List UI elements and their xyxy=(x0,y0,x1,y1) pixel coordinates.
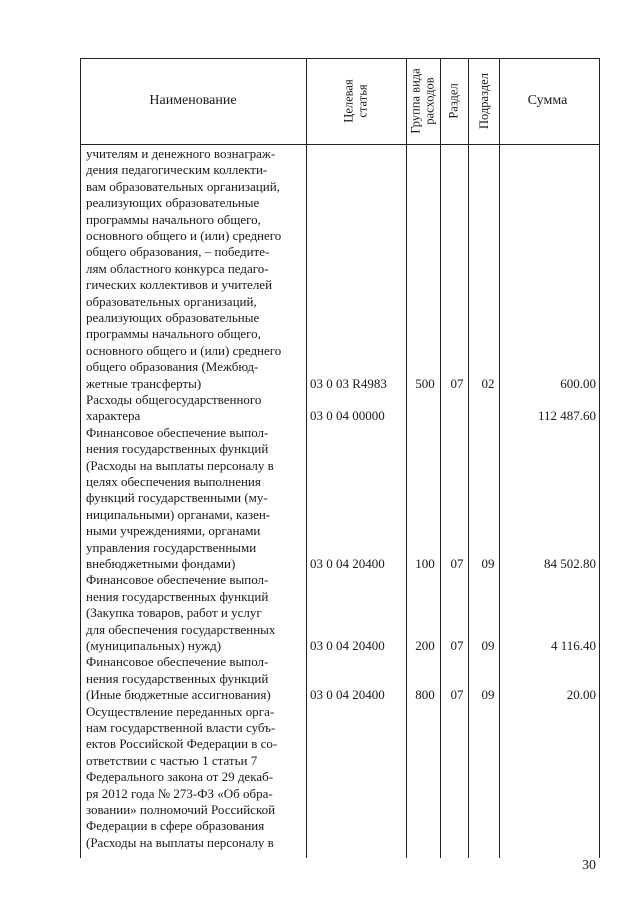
row-code: 03 0 04 20400 xyxy=(310,687,385,703)
col-divider-subsection xyxy=(468,58,469,858)
col-divider-group xyxy=(406,58,407,858)
row-code: 03 0 04 20400 xyxy=(310,637,385,653)
row-group: 800 xyxy=(415,687,435,703)
table-right-border xyxy=(599,58,600,858)
row-group: 500 xyxy=(415,375,435,391)
row-subsection: 02 xyxy=(481,375,495,391)
page-number: 30 xyxy=(582,858,596,873)
header-target xyxy=(306,58,406,144)
row-name: Финансовое обеспечение выпол- нения государственных функций (Расходы на выплаты персоналу в целях обеспечения выполнения функций государственными (му- ниципальными) органами, казен- ными учреждениями, органами управления государственными внебюджетными фондами) xyxy=(86,424,274,572)
header-section xyxy=(440,58,468,144)
row-subsection: 09 xyxy=(481,637,495,653)
header-name: Наименование xyxy=(149,93,237,108)
row-group: 100 xyxy=(415,555,435,571)
row-group: 200 xyxy=(415,637,435,653)
header-subsection-text: Подраздел xyxy=(476,73,491,129)
row-sum: 600.00 xyxy=(560,375,596,391)
row-sum: 112 487.60 xyxy=(537,408,596,424)
col-divider-code xyxy=(306,58,307,858)
row-name: Финансовое обеспечение выпол- нения государственных функций (Иные бюджетные ассигнования) xyxy=(86,654,271,703)
row-subsection: 09 xyxy=(481,687,495,703)
row-section: 07 xyxy=(450,687,464,703)
header-bottom-border xyxy=(80,144,600,145)
row-name: Расходы общегосударственного характера xyxy=(86,392,262,424)
row-section: 07 xyxy=(450,375,464,391)
header-group xyxy=(406,58,440,144)
row-code: 03 0 04 00000 xyxy=(310,408,385,424)
header-section-text: Раздел xyxy=(447,83,462,119)
row-section: 07 xyxy=(450,637,464,653)
header-group-text: Группа вида расходов xyxy=(409,68,438,134)
table-left-border xyxy=(80,58,81,858)
row-name: Осуществление переданных орга- нам государственной власти субъ- ектов Российской Федерации в со- ответствии с частью 1 статьи 7 Федерального закона от 29 декаб- ря 2012 года № 273-ФЗ «Об обра- зовании» полномочий Российской Федерации в сфере образования (Расходы на выплаты персоналу в xyxy=(86,703,278,850)
row-code: 03 0 04 20400 xyxy=(310,555,385,571)
row-sum: 84 502.80 xyxy=(544,555,596,571)
col-divider-section xyxy=(440,58,441,858)
row-sum: 4 116.40 xyxy=(550,637,596,653)
row-name: Финансовое обеспечение выпол- нения государственных функций (Закупка товаров, работ и услуг для обеспечения государственных (муниципальных) нужд) xyxy=(86,572,276,654)
row-subsection: 09 xyxy=(481,555,495,571)
col-divider-sum xyxy=(499,58,500,858)
row-sum: 20.00 xyxy=(566,687,596,703)
header-target-text: Целевая статья xyxy=(342,79,370,123)
header-sum: Сумма xyxy=(527,93,568,108)
row-section: 07 xyxy=(450,555,464,571)
row-name: учителям и денежного вознаграж- дения педагогическим коллекти- вам образовательных организаций, реализующих образовательные программы начального общего, основного общего и (или) среднего общего образования, – победите- лям областного конкурса педаго- гических коллективов и учителей образовательных организаций, реализующих образовательные программы начального общего, основного общего и (или) среднего общего образования (Межбюд- жетные трансферты) xyxy=(86,146,282,391)
row-code: 03 0 03 R4983 xyxy=(310,375,387,391)
